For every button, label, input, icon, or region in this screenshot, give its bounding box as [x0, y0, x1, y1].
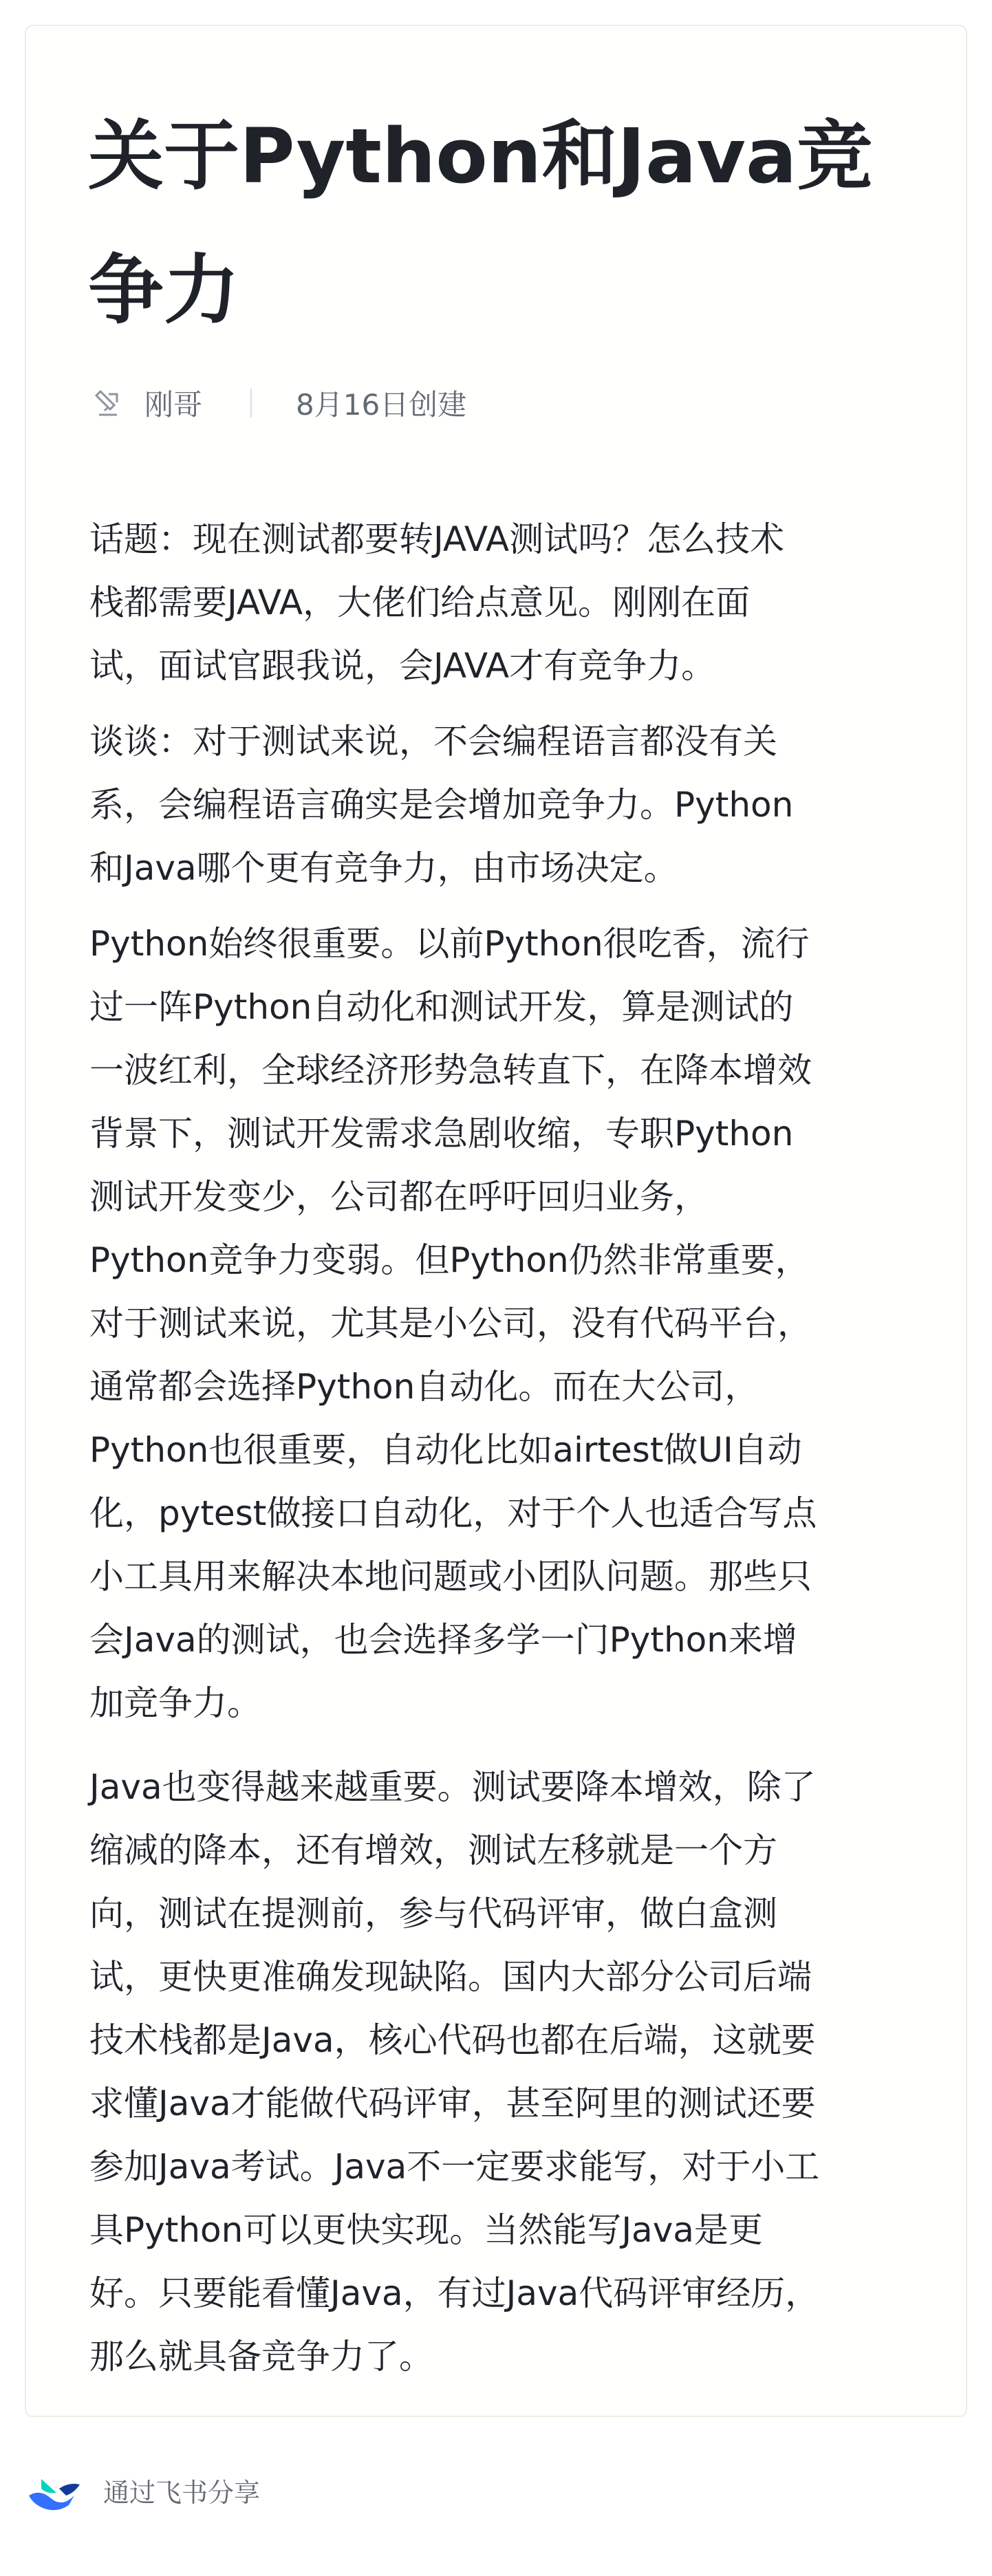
paragraph: Java也变得越来越重要。测试要降本增效，除了 缩减的降本，还有增效，测试左移就是一个方 向，测试在提测前，参与代码评审，做白盒测 试，更快更准确发现缺陷。国内大部分公司后端 技术栈都是Java，核心代码也都在后端，这就要 求懂Java才能做代码评审，甚至阿里的测试还要 参加Java考试。Java不一定要求能写，对于小工 具Python可以更快实现。当然能写Java是更 好。只要能看懂Java，有过Java代码评审经历， 那么就具备竞争力了。	[89, 1767, 820, 2377]
author-avatar-icon	[91, 386, 125, 420]
meta-divider	[250, 389, 252, 418]
page-title: 关于Python和Java竞争力	[88, 112, 873, 334]
document-meta	[91, 381, 466, 425]
paragraph: 话题：现在测试都要转JAVA测试吗？怎么技术 栈都需要JAVA，大佬们给点意见。刚刚在面 试，面试官跟我说，会JAVA才有竞争力。	[89, 519, 785, 686]
article-body	[89, 508, 929, 2401]
created-date: 8月16日创建	[296, 388, 467, 422]
paragraph: Python始终很重要。以前Python很吃香，流行 过一阵Python自动化和测试开发，算是测试的 一波红利，全球经济形势急转直下，在降本增效 背景下，测试开发需求急剧收缩，专职Python 测试开发变少，公司都在呼吁回归业务， Python竞争力变弱。但Python仍然非常重要， 对于测试来说，尤其是小公司，没有代码平台， 通常都会选择Python自动化。而在大公司， Python也很重要，自动化比如airtest做UI自动 化，pytest做接口自动化，对于个人也适合写点 小工具用来解决本地问题或小团队问题。那些只 会Java的测试，也会选择多学一门Python来增 加竞争力。	[89, 924, 817, 1723]
share-footer[interactable]	[26, 2463, 260, 2518]
author-name[interactable]: 刚哥	[144, 388, 203, 422]
paragraph: 谈谈：对于测试来说，不会编程语言都没有关 系，会编程语言确实是会增加竞争力。Python 和Java哪个更有竞争力，由市场决定。	[89, 722, 794, 888]
share-label[interactable]: 通过飞书分享	[103, 2477, 261, 2508]
feishu-logo-icon	[26, 2468, 83, 2512]
